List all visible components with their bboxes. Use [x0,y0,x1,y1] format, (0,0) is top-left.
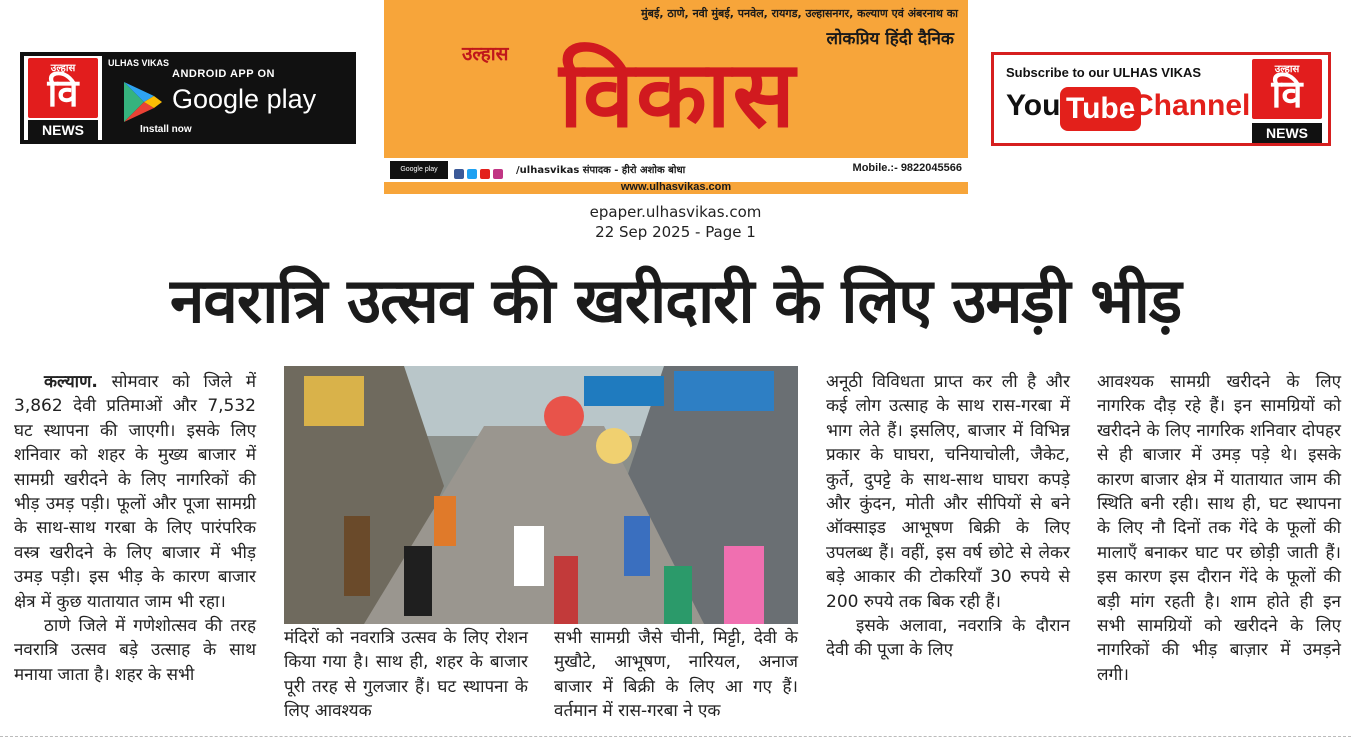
crowd-photo-image [284,366,798,624]
google-play-text: Google play [172,84,317,114]
masthead-cities: मुंबई, ठाणे, नवी मुंबई, पनवेल, रायगड, उल्हासनगर, कल्याण एवं अंबरनाथ का [641,7,958,20]
article-column-2 [284,626,528,724]
youtube-channel-text: Channel [1132,89,1251,122]
youtube-you-text: You [1006,89,1061,122]
masthead-tagline: लोकप्रिय हिंदी दैनिक [826,29,954,49]
masthead-small-title: उल्हास [462,43,509,65]
newspaper-masthead [384,0,968,194]
masthead-handle-editor: /ulhasvikas संपादक - हीरो अशोक बोधा [516,165,686,176]
page-bottom-rule [0,736,1351,737]
youtube-icon[interactable] [480,169,490,179]
article-column-5 [1097,370,1341,687]
logo-news-label: NEWS [28,120,98,140]
ulhas-vikas-news-logo-right [1250,57,1328,143]
article-paragraph: इसके अलावा, नवरात्रि के दौरान देवी की पूजा के लिए [826,616,1070,661]
article-column-4 [826,370,1070,663]
market-crowd-photo [284,366,798,624]
article-headline: नवरात्रि उत्सव की खरीदारी के लिए उमड़ी भीड़ [169,264,1182,337]
install-now-label: Install now [140,124,192,135]
logo-small-text: उल्हास [50,63,76,74]
masthead-website[interactable]: www.ulhasvikas.com [620,181,732,193]
article-paragraph [14,370,256,614]
logo-big-letter: वि [1271,72,1303,116]
masthead-info-strip [384,158,968,182]
instagram-icon[interactable] [493,169,503,179]
logo-big-letter: वि [47,71,79,115]
article-paragraph: अनूठी विविधता प्राप्त कर ली है और कई लोग उत्साह के साथ रास-गरबा में भाग लेते हैं। इसलिए, बाजार में विभिन्न प्रकार के घाघरा, चनियाचोली, जैकेट, कुर्ते, दुपट्टे के साथ-साथ घाघरा कपड़े और कुंदन, मोती और सीपियों से बने ऑक्साइड आभूषण बिक्री के लिए उपलब्ध हैं। वहीं, इस वर्ष छोटे से लेकर बड़े आकार की टोकरियाँ 30 रुपये से 200 रुपये तक बिक रही हैं। [826,372,1070,612]
android-app-label: ANDROID APP ON [172,68,275,80]
article-dateline: कल्याण. [44,372,98,392]
google-play-icon [120,80,164,124]
logo-small-text: उल्हास [1274,64,1300,75]
article-paragraph: सभी सामग्री जैसे चीनी, मिट्टी, देवी के मुखौटे, आभूषण, नारियल, अनाज बाजार में बिक्री के लिए आ गए हैं। वर्तमान में रास-गरबा ने एक [554,628,798,722]
article-paragraph: आवश्यक सामग्री खरीदने के लिए नागरिक दौड़ रहे हैं। इन सामग्रियों को खरीदने के लिए नागरिक शनिवार दोपहर से ही बाजार में उमड़ पड़े थे। इसके कारण बाजार क्षेत्र में यातायात जाम की स्थिति बनी रही। साथ ही, घट स्थापना के लिए नौ दिनों तक गेंदे के फूलों की मालाएँ बनाकर घाट पर छोड़ी जाती हैं। इस कारण इस दौरान गेंदे के फूलों की बड़ी मांग रहती है। शाम होते ही इन सभी सामग्रियों को खरीदने के लिए नागरिकों की भीड़ बाज़ार में उमड़ने लगी। [1097,372,1341,685]
youtube-subscribe-banner[interactable] [991,52,1331,146]
epaper-site[interactable]: epaper.ulhasvikas.com [589,203,762,221]
article-paragraph: ठाणे जिले में गणेशोत्सव की तरह नवरात्रि उत्सव बड़े उत्साह के साथ मनाया जाता है। शहर के सभी [14,616,256,685]
article-column-1 [14,370,256,687]
article-paragraph: मंदिरों को नवरात्रि उत्सव के लिए रोशन किया गया है। साथ ही, शहर के बाजार पूरी तरह से गुलजार हैं। घट स्थापना के लिए आवश्यक [284,628,528,722]
youtube-tube-text: Tube [1060,87,1141,131]
masthead-google-play-badge[interactable]: Google play [390,161,448,179]
article-text: सोमवार को जिले में 3,862 देवी प्रतिमाओं और 7,532 घट स्थापना की जाएगी। इसके लिए शनिवार को शहर के मुख्य बाजार में सामग्री खरीदने के लिए नागरिकों की भीड़ उमड़ पड़ी। फूलों और पूजा सामग्री के साथ-साथ गरबा के लिए पारंपरिक वस्त्र खरीदने के लिए बाजार में भीड़ उमड़ पड़ी। इस भीड़ के कारण बाजार क्षेत्र में कुछ यातायात जाम भी रहा। [14,372,256,612]
logo-news-label: NEWS [1252,123,1322,143]
ulhas-vikas-news-logo [24,56,102,140]
subscribe-text: Subscribe to our ULHAS VIKAS [1006,65,1202,80]
google-play-app-banner[interactable] [20,52,356,144]
twitter-icon[interactable] [467,169,477,179]
article-column-3 [554,626,798,724]
epaper-date-page: 22 Sep 2025 - Page 1 [595,223,756,241]
app-brand-label: ULHAS VIKAS [108,58,170,68]
masthead-mobile: Mobile.:- 9822045566 [852,162,962,174]
masthead-title: विकास [559,41,797,148]
facebook-icon[interactable] [454,169,464,179]
social-icons [454,164,510,176]
